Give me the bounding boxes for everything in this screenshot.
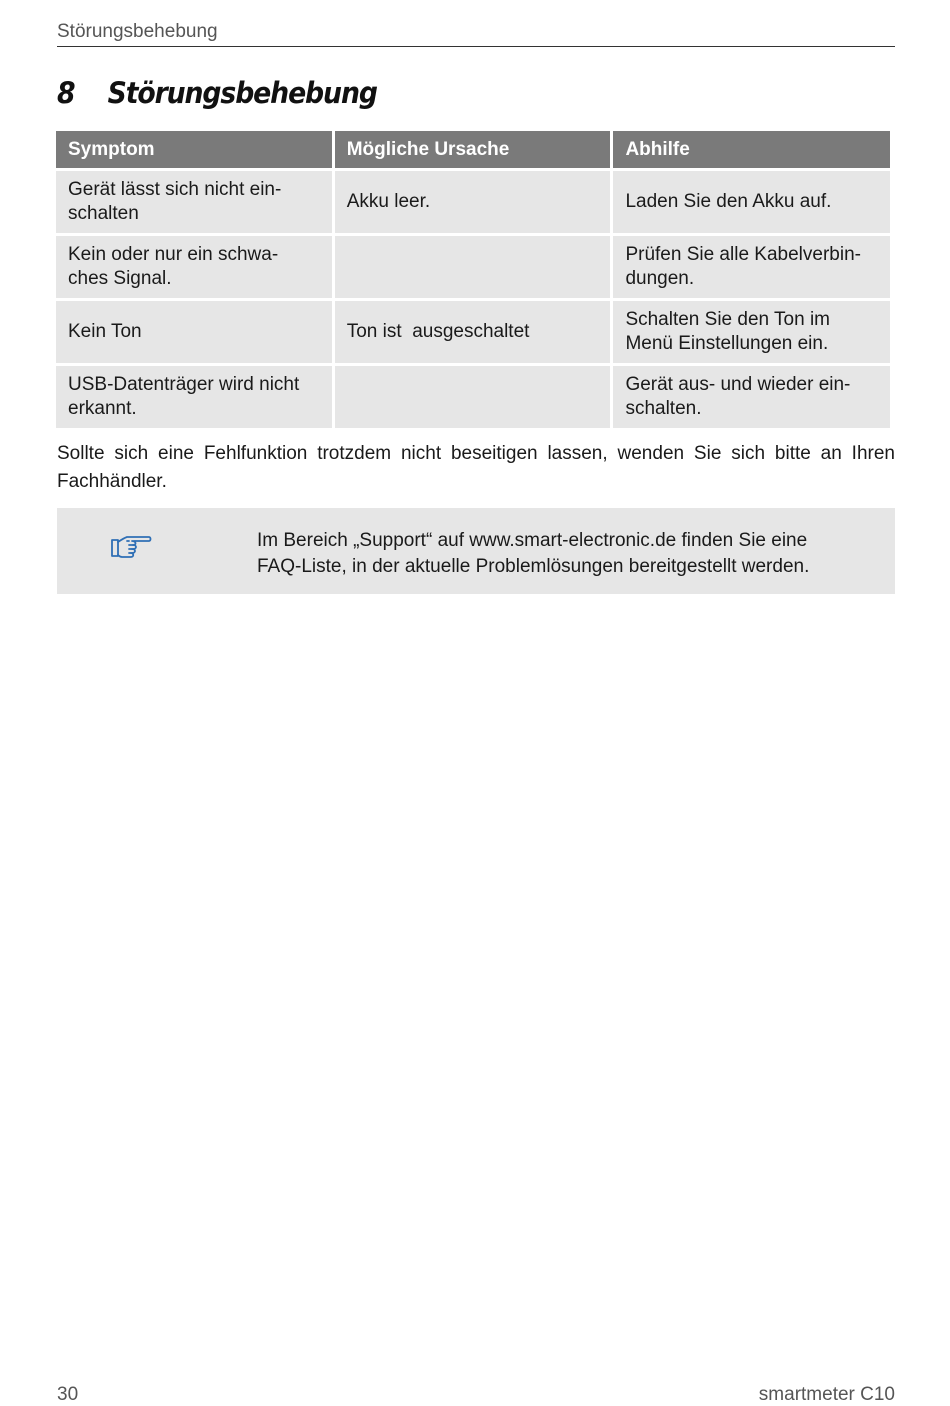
column-header-symptom: Symptom xyxy=(56,131,332,168)
running-header-title: Störungsbehebung xyxy=(57,21,218,42)
chapter-heading: Störungsbehebung xyxy=(107,76,377,110)
cell-symptom: Gerät lässt sich nicht ein- schalten xyxy=(56,171,332,233)
cell-cause: Akku leer. xyxy=(335,171,611,233)
cell-remedy: Gerät aus- und wieder ein- schalten. xyxy=(613,366,890,428)
page-number: 30 xyxy=(57,1384,79,1405)
cell-cause xyxy=(335,236,611,298)
running-header xyxy=(57,20,895,47)
pointing-hand-icon xyxy=(109,532,153,562)
cell-cause xyxy=(335,366,611,428)
cell-remedy: Laden Sie den Akku auf. xyxy=(613,171,890,233)
table-header-row xyxy=(56,131,890,168)
note-text xyxy=(257,528,877,580)
cell-symptom: USB-Datenträger wird nicht erkannt. xyxy=(56,366,332,428)
troubleshooting-table xyxy=(53,128,893,431)
table-row xyxy=(56,366,890,428)
cell-symptom: Kein oder nur ein schwa- ches Signal. xyxy=(56,236,332,298)
body-paragraph: Sollte sich eine Fehlfunktion trotzdem nicht beseitigen lassen, wenden Sie sich bitte an Ihren Fachhändler. xyxy=(57,443,895,492)
table-row xyxy=(56,236,890,298)
column-header-cause: Mögliche Ursache xyxy=(335,131,611,168)
cell-remedy: Schalten Sie den Ton im Menü Einstellungen ein. xyxy=(613,301,890,363)
product-name: smartmeter C10 xyxy=(758,1384,895,1405)
note-line: FAQ-Liste, in der aktuelle Problemlösungen bereitgestellt werden. xyxy=(257,556,810,577)
cell-remedy: Prüfen Sie alle Kabelverbin- dungen. xyxy=(613,236,890,298)
chapter-title xyxy=(57,76,377,110)
note-box xyxy=(57,508,895,594)
table-row xyxy=(56,301,890,363)
note-line: Im Bereich „Support“ auf www.smart-electronic.de finden Sie eine xyxy=(257,530,808,551)
table-row xyxy=(56,171,890,233)
cell-symptom: Kein Ton xyxy=(56,301,332,363)
cell-cause: Ton ist ausgeschaltet xyxy=(335,301,611,363)
column-header-remedy: Abhilfe xyxy=(613,131,890,168)
chapter-number: 8 xyxy=(57,76,75,110)
